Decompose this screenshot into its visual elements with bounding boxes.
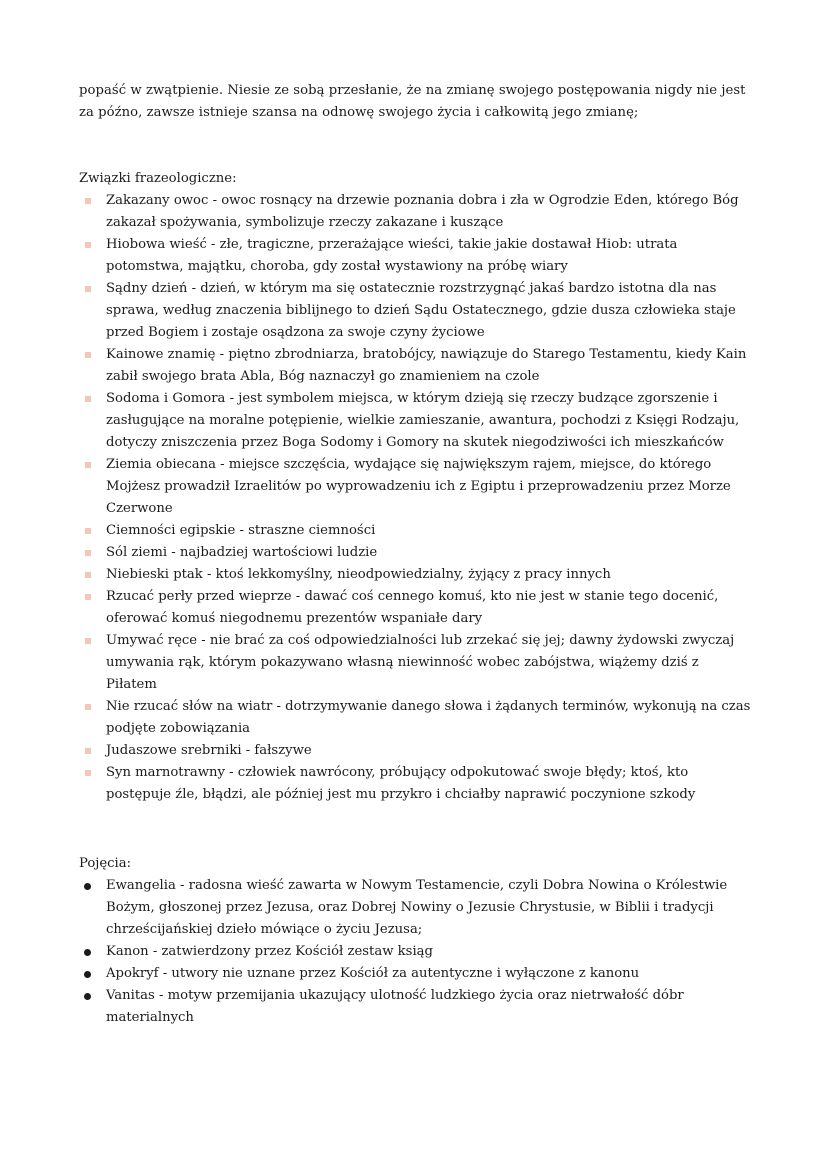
square-bullet-icon [85, 286, 91, 292]
phraseology-heading: Związki frazeologiczne: [79, 171, 237, 186]
square-bullet-icon [85, 638, 91, 644]
concepts-list [79, 875, 751, 1029]
list-item [79, 875, 751, 941]
concepts-heading: Pojęcia: [79, 856, 132, 871]
square-bullet-icon [85, 352, 91, 358]
square-bullet-icon [85, 462, 91, 468]
square-bullet-icon [85, 572, 91, 578]
phraseology-list [79, 190, 751, 806]
list-item [79, 586, 751, 630]
list-item-text: Ewangelia - radosna wieść zawarta w Nowym Testamencie, czyli Dobra Nowina o Królestwie Bożym, głoszonej przez Jezusa, oraz Dobrej Nowiny o Jezusie Chrystusie, w Biblii i tradycji chrześcijańskiej dzieło mówiące o życiu Jezusa; [106, 878, 728, 937]
list-item [79, 564, 751, 586]
list-item [79, 630, 751, 696]
square-bullet-icon [85, 396, 91, 402]
list-item-text: Hiobowa wieść - złe, tragiczne, przerażające wieści, takie jakie dostawał Hiob: utrata potomstwa, majątku, choroba, gdy został wystawiony na próbę wiary [106, 237, 678, 274]
list-item-text: Kanon - zatwierdzony przez Kościół zestaw ksiąg [106, 944, 433, 959]
round-bullet-icon [84, 949, 91, 956]
list-item [79, 234, 751, 278]
square-bullet-icon [85, 528, 91, 534]
list-item [79, 344, 751, 388]
square-bullet-icon [85, 594, 91, 600]
list-item [79, 696, 751, 740]
list-item [79, 520, 751, 542]
list-item-text: Judaszowe srebrniki - fałszywe [106, 743, 312, 758]
list-item-text: Apokryf - utwory nie uznane przez Kościół za autentyczne i wyłączone z kanonu [106, 966, 640, 981]
list-item-text: Sól ziemi - najbadziej wartościowi ludzie [106, 545, 378, 560]
square-bullet-icon [85, 748, 91, 754]
list-item [79, 388, 751, 454]
list-item-text: Vanitas - motyw przemijania ukazujący ulotność ludzkiego życia oraz nietrwałość dóbr materialnych [106, 988, 684, 1025]
round-bullet-icon [84, 971, 91, 978]
list-item-text: Sądny dzień - dzień, w którym ma się ostatecznie rozstrzygnąć jakaś bardzo istotna dla nas sprawa, według znaczenia biblijnego to dzień Sądu Ostatecznego, gdzie dusza człowieka staje przed Bogiem i zostaje osądzona za swoje czyny życiowe [106, 281, 736, 340]
list-item-text: Niebieski ptak - ktoś lekkomyślny, nieodpowiedzialny, żyjący z pracy innych [106, 567, 611, 582]
list-item [79, 985, 751, 1029]
list-item [79, 762, 751, 806]
square-bullet-icon [85, 198, 91, 204]
list-item [79, 190, 751, 234]
list-item-text: Ciemności egipskie - straszne ciemności [106, 523, 376, 538]
list-item [79, 278, 751, 344]
round-bullet-icon [84, 883, 91, 890]
list-item-text: Zakazany owoc - owoc rosnący na drzewie poznania dobra i zła w Ogrodzie Eden, którego Bóg zakazał spożywania, symbolizuje rzeczy zakazane i kuszące [106, 193, 739, 230]
list-item-text: Umywać ręce - nie brać za coś odpowiedzialności lub zrzekać się jej; dawny żydowski zwyczaj umywania rąk, którym pokazywano własną niewinność wobec zabójstwa, wiążemy dziś z Piłatem [106, 633, 735, 692]
square-bullet-icon [85, 242, 91, 248]
list-item [79, 963, 751, 985]
list-item-text: Syn marnotrawny - człowiek nawrócony, próbujący odpokutować swoje błędy; ktoś, kto postępuje źle, błądzi, ale później jest mu przykro i chciałby naprawić poczynione szkody [106, 765, 696, 802]
list-item-text: Rzucać perły przed wieprze - dawać coś cennego komuś, kto nie jest w stanie tego docenić, oferować komuś niegodnemu prezentów wspaniałe dary [106, 589, 719, 626]
list-item-text: Kainowe znamię - piętno zbrodniarza, bratobójcy, nawiązuje do Starego Testamentu, kiedy Kain zabił swojego brata Abla, Bóg naznaczył go znamieniem na czole [106, 347, 747, 384]
round-bullet-icon [84, 993, 91, 1000]
list-item [79, 740, 751, 762]
list-item [79, 542, 751, 564]
intro-paragraph: popaść w zwątpienie. Niesie ze sobą przesłanie, że na zmianę swojego postępowania nigdy nie jest za późno, zawsze istnieje szansa na odnowę swojego życia i całkowitą jego zmianę; [79, 83, 746, 120]
list-item-text: Ziemia obiecana - miejsce szczęścia, wydające się największym rajem, miejsce, do którego Mojżesz prowadził Izraelitów po wyprowadzeniu ich z Egiptu i przeprowadzeniu przez Morze Czerwone [106, 457, 731, 516]
list-item [79, 454, 751, 520]
square-bullet-icon [85, 770, 91, 776]
list-item-text: Nie rzucać słów na wiatr - dotrzymywanie danego słowa i żądanych terminów, wykonują na czas podjęte zobowiązania [106, 699, 751, 736]
list-item-text: Sodoma i Gomora - jest symbolem miejsca, w którym dzieją się rzeczy budzące zgorszenie i zasługujące na moralne potępienie, wielkie zamieszanie, awantura, pochodzi z Księgi Rodzaju, dotyczy zniszczenia przez Boga Sodomy i Gomory na skutek niegodziwości ich mieszkańców [106, 391, 740, 450]
list-item [79, 941, 751, 963]
square-bullet-icon [85, 704, 91, 710]
square-bullet-icon [85, 550, 91, 556]
